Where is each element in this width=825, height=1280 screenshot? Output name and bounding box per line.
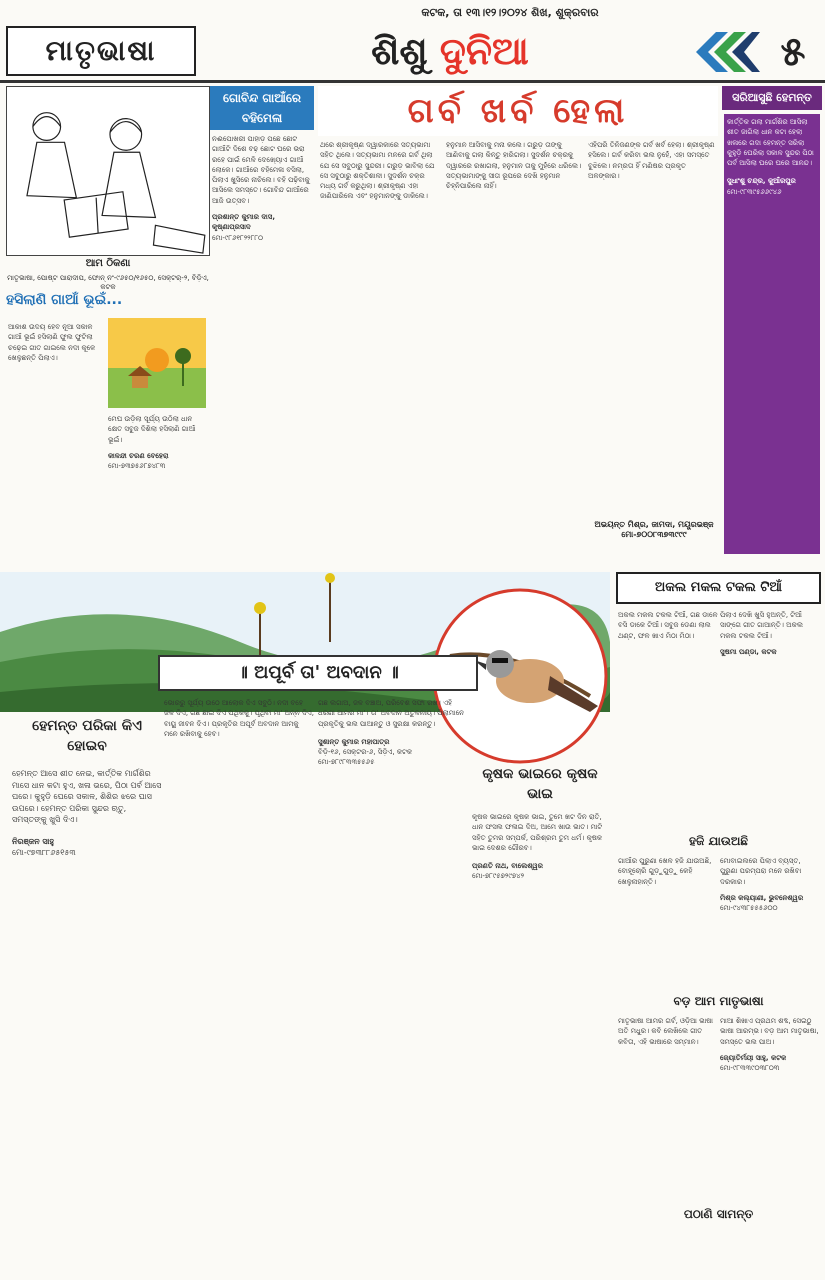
address-caption-title: ଆମ ଠିକଣା bbox=[85, 258, 131, 269]
laugh-poem-title: ହସିଲାଣି ଗାଆଁ ଭୂଇଁ... bbox=[6, 292, 123, 308]
reading-children-illustration bbox=[6, 86, 210, 256]
bada-poem-byline: ଜ୍ୟୋତିର୍ମୟୀ ସାହୁ, କଟକ bbox=[720, 1053, 787, 1062]
bada-poem-body-b: ମାଆ ଶିଖାଏ ପ୍ରଥମ ଶବ୍ଦ, ସେଇଠୁ ଭାଷା ଆରମ୍ଭ। ବଡ଼ ଆମ ମାତୃଭାଷା, ସମସ୍ତେ ଭଲ ପାଅ। bbox=[720, 1017, 819, 1046]
haji-poem-phone: ମୋ-୯୪୩୮୫୫୫୬୦୦ bbox=[720, 904, 778, 913]
laugh-poem-text-2 bbox=[108, 414, 208, 554]
banner-text-column-b: ହନୁମାନ ଆସିବାକୁ ମନା କଲେ। ଗରୁଡ଼ ତାଙ୍କୁ ଆଣିବାକୁ ଗଲା କିନ୍ତୁ ହାରିଗଲା। ସୁଦର୍ଶନ ଚକ୍ରକୁ ଦ୍ୱାରରେ ରଖାଗଲା, ହନୁମାନ ତାକୁ ମୁହଁରେ ଧରିଲେ। ସତ୍ୟଭାମାଙ୍କୁ ସୀତା ରୂପରେ ଦେଖି ହନୁମାନ ଚିହ୍ନିପାରିଲେ ନାହିଁ। bbox=[446, 141, 582, 191]
purple-poem-body: କାର୍ତ୍ତିକ ଗଲା ମାର୍ଗଶିର ଆସିଲା ଶୀତ ଜାଗିଲା ଧାନ କଟା ହେଲା ଖଳାରେ ଗଦା ହେମନ୍ତ ସରିଲା କୁହୁଡ଼ି ଘେରିଲା ସକାଳ ସୁନ୍ଦର ପିଠା ପର୍ବ ଆସିଲା ଘରେ ଘରେ ଆନନ୍ଦ। bbox=[727, 118, 814, 168]
purple-poem-byline: ସୁଧାଂଶୁ ଚନ୍ଦ୍ର, କୁଆଁରପୁର bbox=[727, 177, 796, 186]
tata-poem-text-b bbox=[720, 610, 820, 850]
banner-title: ଗର୍ବ ଖର୍ବ ହେଲା bbox=[318, 86, 718, 136]
address-caption-text: ମାତୃଭାଷା, ପୋଷ୍ଟ ପାରାଦୀପ, ଫୋନ୍ ନଂ-୯୬୫୦/୧୬୫୦, ସେକ୍ଟର୍-୨, ବିଡ଼ିଏ, କଟକ bbox=[7, 274, 209, 291]
date-line: କଟକ, ତା ୧୩।୧୨।୨୦୨୪ ଶିଖ, ଶୁକ୍ରବାର bbox=[421, 6, 599, 19]
hemanta-poem-phone: ମୋ-୯୭୩୮୮୬୫୧୫୩ bbox=[12, 848, 76, 857]
story-title: ଗୋବିନ୍ଦ ଗାଆଁରେ ବହିମେଳା bbox=[210, 86, 314, 130]
tata-poem-byline: ସୁଷମା ପଣ୍ଡା, କଟକ bbox=[720, 647, 777, 656]
page-number: ୫ bbox=[780, 29, 806, 75]
apurva-text-column-b bbox=[318, 698, 468, 1238]
haji-poem-text-a: ଗାଆଁର ପୁରୁଣା ଖେଳ ହଜି ଯାଉଅଛି, ବୋହୂଚୋରି ଗୁଡ଼ୁଗୁଡ଼ୁ କେହି ଖେଳୁନାହାନ୍ତି। bbox=[618, 857, 712, 886]
hemanta-poem-title: ହେମନ୍ତ ପରିକା କିଏ ହୋଇବ bbox=[32, 718, 142, 754]
banner-byline-phone: ମୋ-୭୦୦୮୩୭୩୯୯୯ bbox=[621, 530, 687, 539]
section-title bbox=[230, 24, 670, 78]
bird-poem-title: କୃଷକ ଭାଇରେ କୃଷକ ଭାଇ bbox=[482, 766, 598, 802]
bird-poem-byline: ପ୍ରଣତି ନାଥ, ବାଲେଶ୍ୱର bbox=[472, 862, 543, 871]
purple-poem-title: ସରିଆସୁଛି ହେମନ୍ତ bbox=[722, 86, 822, 110]
banner-byline-name: ଅଭୟନ୍ତ ମିଶ୍ର, ଜାମଦା, ମୟୂରଭଞ୍ଜ bbox=[594, 520, 714, 529]
masthead-logo: ମାତୃଭାଷା bbox=[6, 26, 196, 76]
hemanta-poem-text bbox=[12, 768, 162, 1188]
pathani-poem-title: ପଠାଣି ସାମନ୍ତ bbox=[683, 1207, 754, 1221]
story-text bbox=[212, 134, 312, 554]
bird-poem-body: କୃଷକ ଭାଇରେ କୃଷକ ଭାଇ, ତୁମେ ଖଟ ଦିନ ରାତି, ଧାନ ଫସଲ ଫଳାଇ ଦିଅ, ଆମେ ଖାଉ ଭାତ। ମାଟି ସହିତ ତୁମର ସମ୍ପର୍କ, ପରିଶ୍ରମ ତୁମ ଧର୍ମ। କୃଷକ ଭାଇ ଦେଶର ଗୌରବ। bbox=[472, 813, 603, 852]
laugh-poem-byline: କାଳନ୍ଦୀ ଚରଣ ବେହେରା bbox=[108, 451, 169, 460]
story-phone: ମୋ-୯୮୬୧୮୨୨୮୮୦ bbox=[212, 233, 264, 242]
tata-poem-title: ଅକଲ ମକଲ ଟକଲ ଟିଆଁ bbox=[616, 572, 821, 604]
laugh-poem-phone: ମୋ-୭୩୭୫୬୮୭୪୮୩ bbox=[108, 462, 166, 471]
bada-poem-phone: ମୋ-୯୮୩୩୯୦୩୮୦୩ bbox=[720, 1064, 780, 1073]
apurva-address: ବିଡ଼ି-୧୬, ସେକ୍ଟର-୬, ସିଡ଼ିଏ, କଟକ bbox=[318, 748, 413, 757]
banner-text-column-c: ଏହିପରି ତିନିଜଣଙ୍କ ଗର୍ବ ଖର୍ବ ହେଲା। ଶ୍ରୀକୃଷ୍ଣ ହସିଲେ। ଗର୍ବ କରିବା ଭଲ ନୁହେଁ, ଏହା ସମସ୍ତେ ବୁଝିଲେ। ନମ୍ରତା ହିଁ ମଣିଷର ପ୍ରକୃତ ଅଳଙ୍କାର। bbox=[588, 141, 715, 180]
bird-poem-text bbox=[472, 812, 608, 1232]
header-rule bbox=[0, 80, 825, 83]
bada-poem-title: ବଡ଼ ଆମ ମାତୃଭାଷା bbox=[673, 994, 764, 1008]
purple-poem-text bbox=[724, 114, 820, 554]
section-title-part-b: ଦୁନିଆ bbox=[439, 28, 529, 73]
apurva-text-column-a: ଭୋରରୁ ସୂର୍ଯ୍ୟ ଉଠେ ଆଲୋକ ଦିଏ ସବୁଠି। ନଦୀ ବହେ ଜଳ ଦିଏ, ଗଛ ଛାଇ ଦିଏ ପଥିକକୁ। ପୃଥିବୀ ମା' ଅନ୍ନ ଦିଏ, ବାୟୁ ଜୀବନ ଦିଏ। ପ୍ରକୃତିର ଅପୂର୍ବ ଅବଦାନ ଆମକୁ ମନେ ରଖିବାକୁ ହେବ। bbox=[164, 699, 314, 738]
apurva-body-b: ଗଛ ଲଗାଅ, ଜଳ ବଞ୍ଚାଅ, ପରିବେଶ ସଫା ରଖ। ଏହି ଧରଣୀ ଆମର ମା'। ତା' ଅବଦାନ ଅତୁଳନୀୟ। ପିଲାମାନେ ପ୍ରକୃତିକୁ ଭଲ ପାଆନ୍ତୁ ଓ ସୁରକ୍ଷା କରନ୍ତୁ। bbox=[318, 699, 464, 728]
chevron-decoration-icon bbox=[690, 30, 760, 74]
apurva-byline: ସୁଶାନ୍ତ କୁମାର ମହାପାତ୍ର bbox=[318, 737, 390, 746]
tata-poem-body-b: ପିଲାଏ ଦେଖି ଖୁସି ହୁଅନ୍ତି, ଟିଆଁ ସାଙ୍ଗେ ଗୀତ ଗାଆନ୍ତି। ଅକଲ ମକଲ ଟକଲ ଟିଆଁ। bbox=[720, 611, 803, 640]
bird-poem-phone: ମୋ-୭୮୯୫୭୨୯୭୪୨ bbox=[472, 872, 525, 881]
hemanta-poem-body: ହେମନ୍ତ ଆସେ ଶୀତ ନେଇ, କାର୍ତ୍ତିକ ମାର୍ଗଶିର ମାସେ ଧାନ କଟା ହୁଏ, ଖଳା ଭରେ, ପିଠା ପର୍ବ ଆସେ ଘରେ। କୁହୁଡ଼ି ଘେରେ ସକାଳ, ଶିଶିର ଝରେ ଘାସ ଉପରେ। ହେମନ୍ତ ପରିକା ସୁନ୍ଦର ଋତୁ, ସମସ୍ତଙ୍କୁ ଖୁସି ଦିଏ। bbox=[12, 769, 162, 824]
banner-text-column-a: ଥରେ ଶ୍ରୀକୃଷ୍ଣ ଦ୍ୱାରକାରେ ସତ୍ୟଭାମା ସହିତ ଥିଲେ। ସତ୍ୟଭାମା ମନରେ ଗର୍ବ ଥିଲା ଯେ ସେ ସବୁଠାରୁ ସୁନ୍ଦରୀ। ଗରୁଡ଼ ଭାବିଲା ଯେ ସେ ସବୁଠାରୁ ଶକ୍ତିଶାଳୀ। ସୁଦର୍ଶନ ଚକ୍ର ମଧ୍ୟ ଗର୍ବ କରୁଥିଲା। ଶ୍ରୀକୃଷ୍ଣ ଏହା ଜାଣିପାରିଲେ ଏବଂ ହନୁମାନଙ୍କୁ ଡାକିଲେ। bbox=[320, 141, 435, 201]
banner-byline bbox=[590, 520, 718, 558]
apurva-phone: ମୋ-୭୮୯୮୩୩୫୫୬୫ bbox=[318, 758, 375, 767]
bada-poem-text-b bbox=[720, 1016, 820, 1216]
haji-poem-body-b: ମୋବାଇଲରେ ପିଲାଏ ବ୍ୟସ୍ତ, ପୁରୁଣା ପରମ୍ପରା ମନେ ରଖିବା ଦରକାର। bbox=[720, 857, 802, 886]
purple-poem-phone: ମୋ-୯୮୩୯୫୬୬୯୪୬ bbox=[727, 187, 782, 196]
bada-poem-text-a: ମାତୃଭାଷା ଆମର ଗର୍ବ, ଓଡ଼ିଆ ଭାଷା ଅତି ମଧୁର। କବି ଲେଖିଲେ ଗୀତ କବିତା, ଏହି ଭାଷାରେ ସମ୍ମାନ। bbox=[618, 1017, 713, 1046]
story-body: ନଈପୋଖରୀ ପାହାଡ଼ ପଛେ ଛୋଟ ଗାଆଁଟି ଦିଶେ ବଢ଼ ଛୋଟ ଘରେ ଭରା ରହେ ପାଇଁ ମେଳି ଦେଖ୍ୟୋଏ ଗାଆଁ ଲୋକେ। ଗାଆଁରେ ବହିମେଳା ବସିଲା, ପିଲାଏ ଖୁସିରେ ନାଚିଲେ। ବହି ପଢ଼ିବାକୁ ଆସିଲେ ସମସ୍ତେ। ଗୋବିନ୍ଦ ଗାଆଁରେ ଆଜି ଉତ୍ସବ। bbox=[212, 135, 310, 205]
haji-poem-text-b bbox=[720, 856, 820, 986]
story-byline: ପ୍ରଶାନ୍ତ କୁମାର ଦାସ, କୃଷ୍ଣାପ୍ରସାଦ bbox=[212, 213, 275, 232]
tata-poem-text-a: ଅକଲ ମକଲ ଟକଲ ଟିଆଁ, ଗଛ ଡାଳେ ବସି ଡାକେ ଟିଆଁ। ସବୁଜ ଡେଣା ଲାଲ ଥଣ୍ଟ, ଫଳ ଖାଏ ମିଠା ମିଠା। bbox=[618, 611, 718, 640]
hemanta-poem-byline: ନିରଞ୍ଜନ ସାହୁ bbox=[12, 836, 55, 846]
apurva-title: ॥ ଅପୂର୍ବ ତା' ଅବଦାନ ॥ bbox=[158, 655, 478, 691]
haji-poem-byline: ମିଶ୍ର କଲ୍ୟାଣୀ, ଭୁବନେଶ୍ୱର bbox=[720, 893, 804, 902]
laugh-poem-body-2: ମେଘ ଉଡ଼ିଲା ସୂର୍ଯ୍ୟ ଉଠିଲା ଧାନ କ୍ଷେତ ସବୁଜ ଦିଶିଲା ହସିଲାଣି ଗାଆଁ ଭୂଇଁ। bbox=[108, 415, 196, 444]
haji-poem-title: ହଜି ଯାଉଅଛି bbox=[689, 834, 748, 848]
laugh-poem-text: ଆକାଶ ଉଦୟ ହେବ ନୂଆ ସକାଳ ଗାଆଁ ଭୂଇଁ ହସିଲାଣି ଫୁଲ ଫୁଟିଲା ଚଢ଼େଇ ଗୀତ ଗାଇଲେ ନଦୀ କୂଳେ ଖେଳୁଛନ୍ତି ପିଲାଏ। bbox=[8, 323, 96, 362]
village-sunset-illustration bbox=[108, 318, 206, 408]
section-title-part-a: ଶିଶୁ bbox=[371, 28, 428, 73]
